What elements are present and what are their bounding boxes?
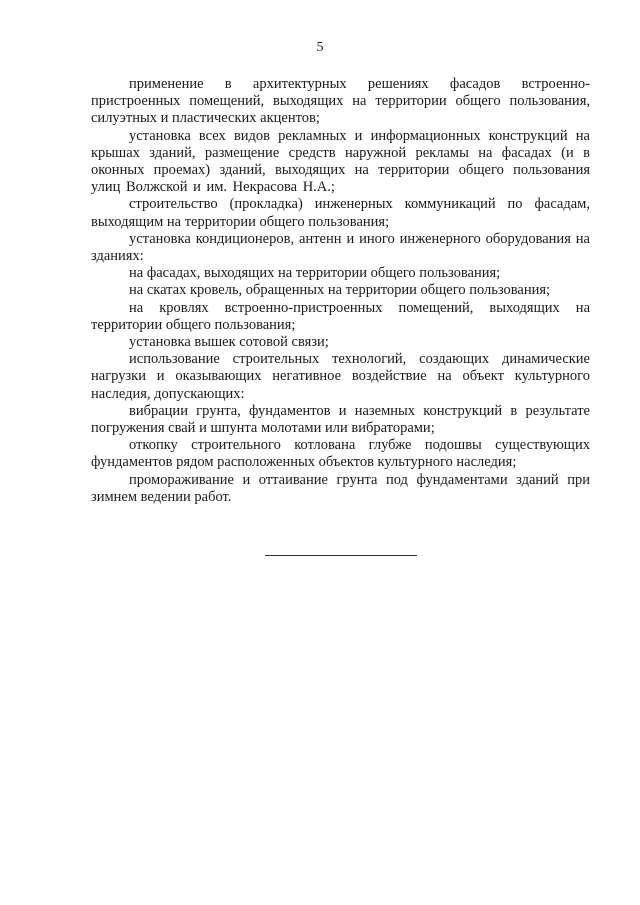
paragraph: установка всех видов рекламных и информационных конструкций на крышах зданий, размещение средств наружной рекламы на фасадах (и в оконных проемах) зданий, выходящих на территории общего пользования улиц Волжской и им. Некрасова Н.А.; [91, 127, 590, 196]
paragraph: вибрации грунта, фундаментов и наземных конструкций в результате погружения свай и шпунта молотами или вибраторами; [91, 402, 590, 437]
paragraph: на кровлях встроенно-пристроенных помещений, выходящих на территории общего пользования; [91, 299, 590, 333]
page-number: 5 [316, 40, 324, 55]
paragraph: использование строительных технологий, создающих динамические нагрузки и оказывающих негативное воздействие на объект культурного наследия, допускающих: [91, 351, 590, 402]
paragraph: откопку строительного котлована глубже подошвы существующих фундаментов рядом расположенных объектов культурного наследия; [91, 437, 590, 471]
paragraph: на фасадах, выходящих на территории общего пользования; [129, 265, 501, 282]
document-body [91, 76, 590, 506]
end-separator-line [265, 555, 417, 556]
paragraph: применение в архитектурных решениях фасадов встроенно-пристроенных помещений, выходящих на территории общего пользования, силуэтных и пластических акцентов; [91, 76, 590, 127]
paragraph: строительство (прокладка) инженерных коммуникаций по фасадам, выходящим на территории общего пользования; [91, 196, 590, 230]
paragraph: установка кондиционеров, антенн и иного инженерного оборудования на зданиях: [91, 230, 590, 265]
paragraph: промораживание и оттаивание грунта под фундаментами зданий при зимнем ведении работ. [91, 471, 590, 505]
paragraph: установка вышек сотовой связи; [129, 334, 329, 351]
paragraph: на скатах кровель, обращенных на территории общего пользования; [129, 282, 551, 299]
